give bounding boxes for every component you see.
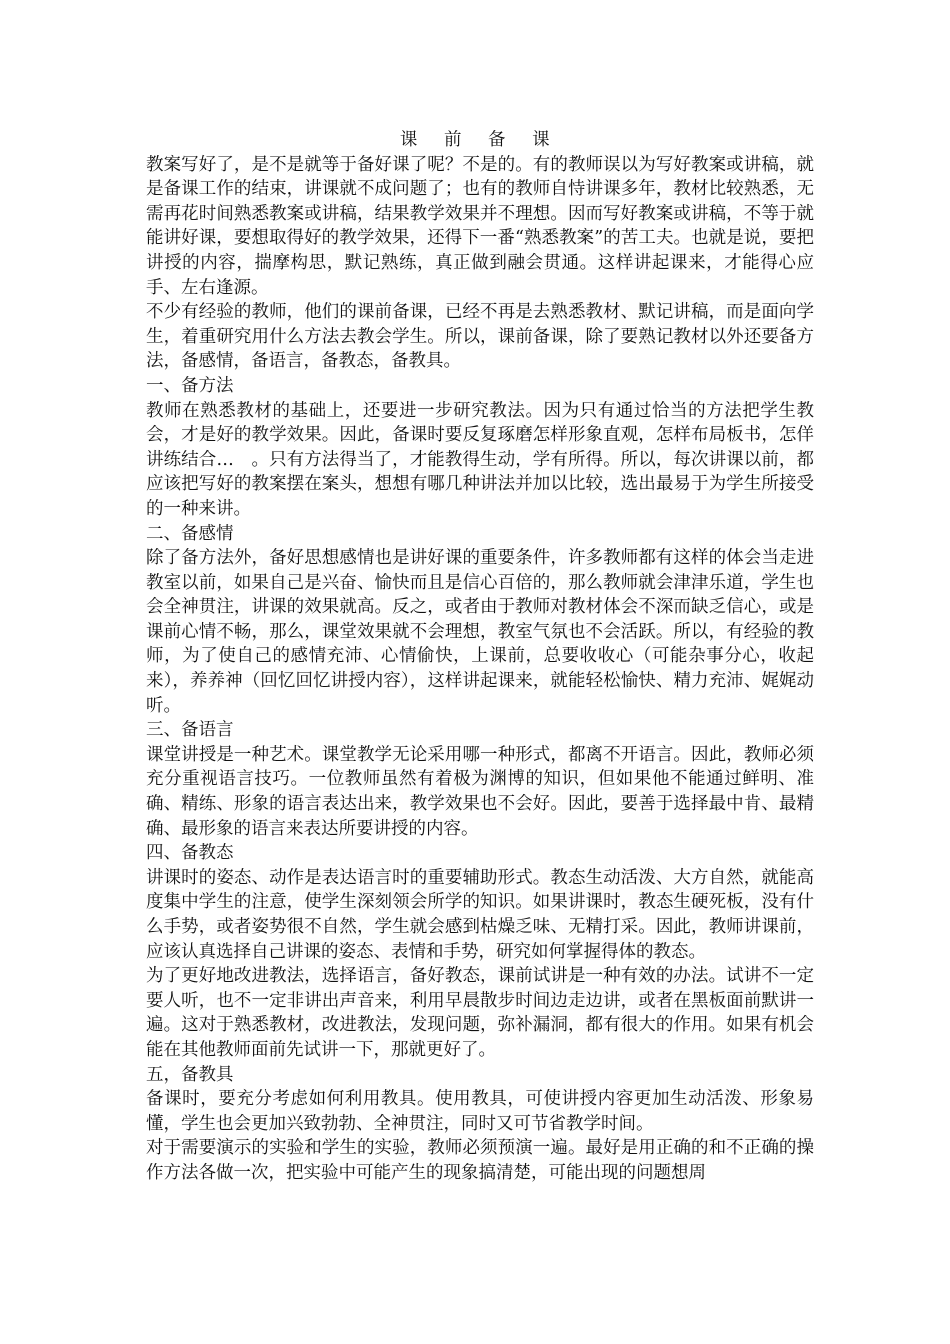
- document-body: [146, 128, 814, 1186]
- section-demeanor-paragraph-1: 讲课时的姿态、动作是表达语言时的重要辅助形式。教态生动活泼、大方自然，就能高度集中学生的注意，使学生深刻领会所学的知识。如果讲课时，教态生硬死板，没有什么手势，或者姿势很不自然，学生就会感到枯燥乏味、无精打采。因此，教师讲课前，应该认真选择自己讲课的姿态、表情和手势，研究如何掌握得体的教态。: [146, 867, 814, 962]
- section-teaching-aids-paragraph-2: 对于需要演示的实验和学生的实验，教师必须预演一遍。最好是用正确的和不正确的操作方法各做一次，把实验中可能产生的现象搞清楚，可能出现的问题想周: [146, 1138, 814, 1183]
- section-teaching-aids-paragraph-1: 备课时，要充分考虑如何利用教具。使用教具，可使讲授内容更加生动活泼、形象易懂，学生也会更加兴致勃勃、全神贯注，同时又可节省教学时间。: [146, 1089, 814, 1134]
- section-heading-teaching-aids: 五，备教具: [146, 1064, 234, 1085]
- section-heading-language: 三、备语言: [146, 720, 234, 741]
- page-title: 课 前 备 课: [399, 130, 561, 150]
- intro-paragraph-2: 不少有经验的教师，他们的课前备课，已经不再是去熟悉教材、默记讲稿，而是面向学生，着重研究用什么方法去教会学生。所以，课前备课，除了要熟记教材以外还要备方法，备感情，备语言，备教态，备教具。: [146, 302, 814, 372]
- section-heading-demeanor: 四、备教态: [146, 843, 234, 864]
- intro-paragraph-1: 教案写好了，是不是就等于备好课了呢？不是的。有的教师误以为写好教案或讲稿，就是备课工作的结束，讲课就不成问题了；也有的教师自恃讲课多年，教材比较熟悉，无需再花时间熟悉教案或讲稿，结果教学效果并不理想。因而写好教案或讲稿，不等于就能讲好课，要想取得好的教学效果，还得下一番“熟悉教案”的苦工夫。也就是说，要把讲授的内容，揣摩构思，默记熟练，真正做到融会贯通。这样讲起课来，才能得心应手、左右逢源。: [146, 154, 814, 298]
- section-methods-paragraph: 教师在熟悉教材的基础上，还要进一步研究教法。因为只有通过恰当的方法把学生教会，才是好的教学效果。因此，备课时要反复琢磨怎样形象直观，怎样布局板书，怎佯讲练结合… 。只有方法得当了，才能教得生动，学有所得。所以，每次讲课以前，都应该把写好的教案摆在案头，想想有哪几种讲法并加以比较，选出最易于为学生所接受的一种来讲。: [146, 400, 814, 519]
- section-language-paragraph: 课堂讲授是一种艺术。课堂教学无论采用哪一种形式，都离不开语言。因此，教师必须充分重视语言技巧。一位教师虽然有着极为渊博的知识，但如果他不能通过鲜明、准确、精练、形象的语言表达出来，教学效果也不会好。因此，要善于选择最中肯、最精确、最形象的语言来表达所要讲授的内容。: [146, 744, 814, 839]
- section-heading-emotion: 二、备感情: [146, 523, 234, 544]
- section-heading-methods: 一、备方法: [146, 375, 234, 396]
- section-demeanor-paragraph-2: 为了更好地改进教法，选择语言，备好教态，课前试讲是一种有效的办法。试讲不一定要人听，也不一定非讲出声音来，利用早晨散步时间边走边讲，或者在黑板面前默讲一遍。这对于熟悉教材，改进教法，发现问题，弥补漏洞，都有很大的作用。如果有机会能在其他教师面前先试讲一下，那就更好了。: [146, 966, 814, 1060]
- section-emotion-paragraph: 除了备方法外，备好思想感情也是讲好课的重要条件，许多教师都有这样的体会当走进教室以前，如果自己是兴奋、愉快而且是信心百倍的，那么教师就会津津乐道，学生也会全神贯注，讲课的效果就高。反之，或者由于教师对教材体会不深而缺乏信心，或是课前心情不畅，那么，课堂效果就不会理想，教室气氛也不会活跃。所以，有经验的教师，为了使自己的感情充沛、心情偷快，上课前，总要收收心（可能杂事分心，收起来），养养神（回忆回忆讲授内容），这样讲起课来，就能轻松愉快、精力充沛、娓娓动听。: [146, 548, 814, 716]
